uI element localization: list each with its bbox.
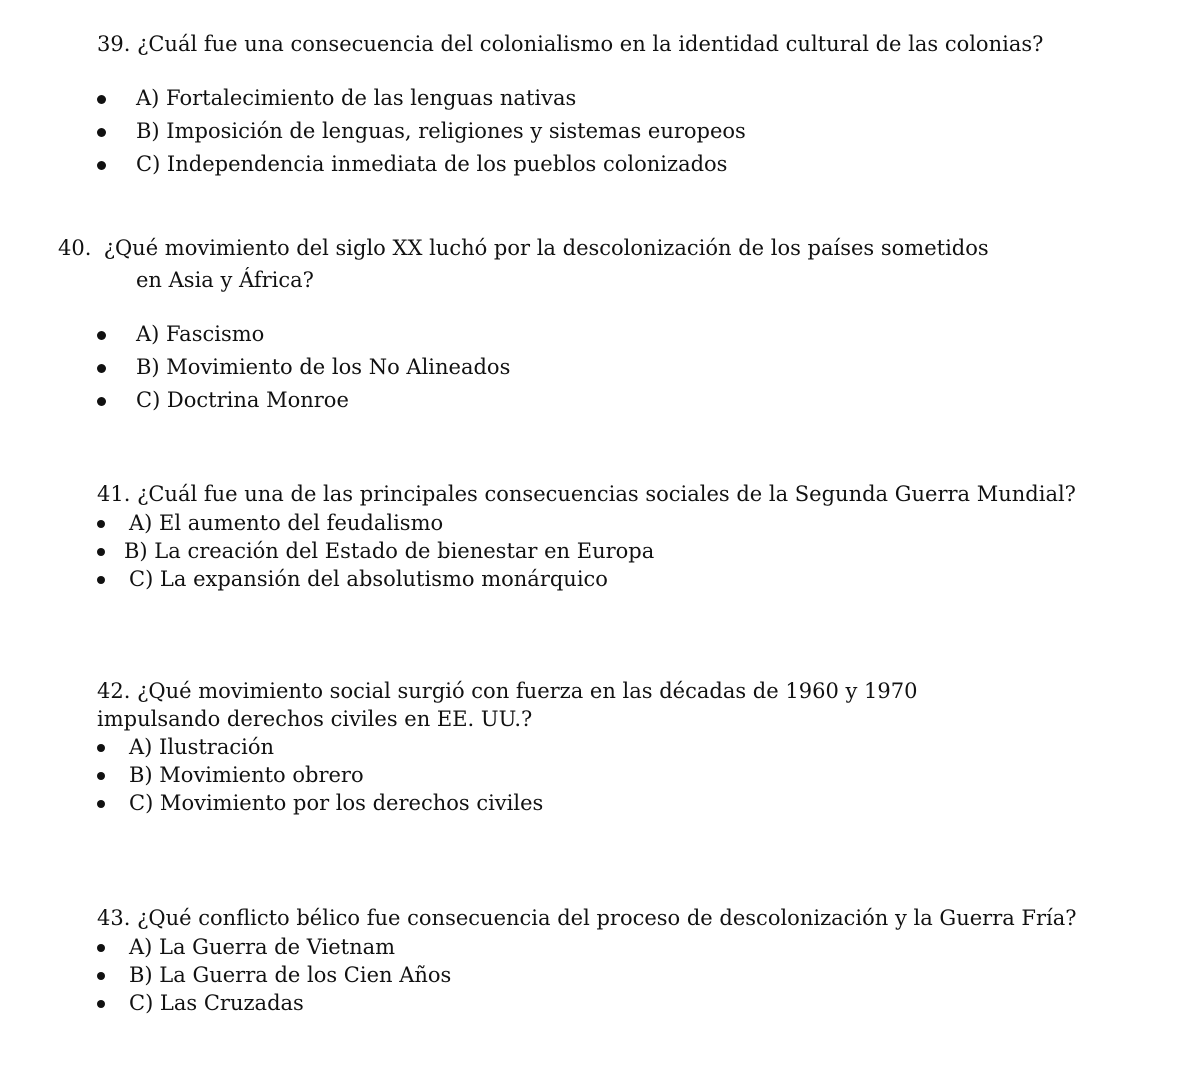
- option-b: [97, 115, 1097, 148]
- option-text: A) Fascismo: [136, 322, 265, 346]
- bullet-icon: [97, 800, 105, 808]
- question-39-title: [97, 28, 1097, 60]
- bullet-icon: [97, 95, 106, 104]
- bullet-icon: [97, 944, 105, 952]
- option-b: [97, 351, 1017, 384]
- option-a: [97, 509, 1097, 537]
- option-c: [97, 148, 1097, 181]
- question-text: ¿Cuál fue una de las principales consecuencias sociales de la Segunda Guerra Mundial?: [137, 482, 1076, 506]
- question-43: [97, 903, 1137, 1017]
- question-text: ¿Cuál fue una consecuencia del colonialismo en la identidad cultural de las colonias?: [137, 32, 1044, 56]
- bullet-icon: [97, 520, 105, 528]
- option-a: [97, 82, 1097, 115]
- options-list: [97, 933, 1137, 1017]
- question-39: [97, 28, 1097, 181]
- option-a: [97, 318, 1017, 351]
- question-text: ¿Qué movimiento social surgió con fuerza en las décadas de 1960 y 1970 impulsando derechos civiles en EE. UU.?: [97, 679, 918, 731]
- question-42-title: [97, 677, 1007, 733]
- option-text: B) La Guerra de los Cien Años: [129, 963, 452, 987]
- option-text: A) Fortalecimiento de las lenguas nativas: [136, 86, 577, 110]
- bullet-icon: [97, 331, 106, 340]
- bullet-icon: [97, 1000, 105, 1008]
- question-number: 39.: [97, 32, 131, 56]
- option-text: A) Ilustración: [129, 735, 274, 759]
- option-text: B) La creación del Estado de bienestar en Europa: [124, 539, 655, 563]
- options-list: [97, 318, 1017, 417]
- options-list: [97, 733, 1007, 817]
- bullet-icon: [97, 972, 105, 980]
- option-a: [97, 733, 1007, 761]
- bullet-icon: [97, 128, 106, 137]
- option-text: C) Doctrina Monroe: [136, 388, 349, 412]
- option-text: B) Imposición de lenguas, religiones y sistemas europeos: [136, 119, 746, 143]
- options-list: [97, 509, 1097, 593]
- question-text: ¿Qué movimiento del siglo XX luchó por la descolonización de los países sometidos en Asia y África?: [103, 236, 989, 292]
- bullet-icon: [97, 548, 105, 556]
- question-43-title: [97, 903, 1137, 933]
- bullet-icon: [97, 364, 106, 373]
- question-41: [97, 479, 1097, 593]
- option-text: C) Independencia inmediata de los pueblos colonizados: [136, 152, 728, 176]
- option-text: A) El aumento del feudalismo: [129, 511, 444, 535]
- bullet-icon: [97, 744, 105, 752]
- question-number: 41.: [97, 482, 131, 506]
- bullet-icon: [97, 772, 105, 780]
- option-c: [97, 789, 1007, 817]
- bullet-icon: [97, 397, 106, 406]
- question-number: 43.: [97, 906, 131, 930]
- question-41-title: [97, 479, 1097, 509]
- option-text: A) La Guerra de Vietnam: [129, 935, 396, 959]
- bullet-icon: [97, 576, 105, 584]
- options-list: [97, 82, 1097, 181]
- option-text: C) Movimiento por los derechos civiles: [129, 791, 544, 815]
- option-text: C) Las Cruzadas: [129, 991, 304, 1015]
- question-40: [58, 232, 1017, 417]
- option-c: [97, 989, 1137, 1017]
- question-text: ¿Qué conflicto bélico fue consecuencia del proceso de descolonización y la Guerra Fría?: [137, 906, 1077, 930]
- option-text: B) Movimiento obrero: [129, 763, 364, 787]
- option-b: [97, 537, 1097, 565]
- option-b: [97, 961, 1137, 989]
- option-a: [97, 933, 1137, 961]
- option-text: B) Movimiento de los No Alineados: [136, 355, 511, 379]
- question-42: [97, 677, 1007, 817]
- option-text: C) La expansión del absolutismo monárquico: [129, 567, 608, 591]
- option-c: [97, 384, 1017, 417]
- bullet-icon: [97, 161, 106, 170]
- question-number: 42.: [97, 679, 131, 703]
- option-c: [97, 565, 1097, 593]
- option-b: [97, 761, 1007, 789]
- question-40-title: 40. ¿Qué movimiento del siglo XX luchó por la descolonización de los países sometidos en Asia y África?: [58, 236, 989, 292]
